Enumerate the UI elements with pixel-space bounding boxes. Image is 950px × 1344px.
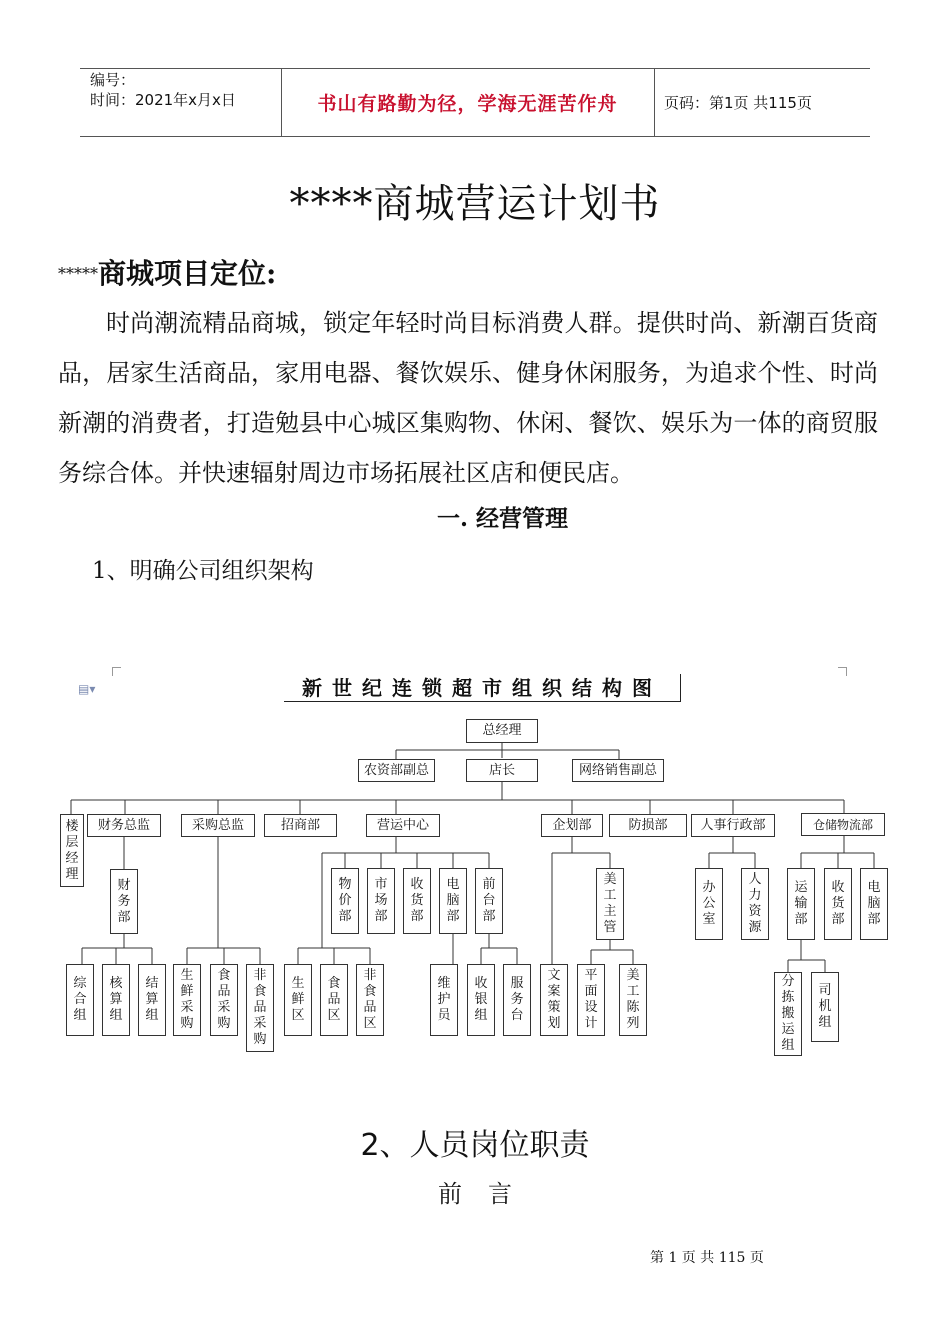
org-box-sub: 人 力 资 源 <box>741 868 769 940</box>
positioning-heading <box>58 252 276 292</box>
org-box-group: 综 合 组 <box>66 964 94 1036</box>
org-box-department: 楼 层 经 理 <box>60 814 84 887</box>
org-box-department: 人事行政部 <box>691 814 775 837</box>
org-box-department: 招商部 <box>264 814 337 837</box>
heading-text: 商城项目定位: <box>98 257 277 290</box>
org-box-group: 生 鲜 采 购 <box>173 964 201 1036</box>
header-divider <box>654 68 655 136</box>
org-box-general-manager: 总经理 <box>466 719 538 743</box>
org-box-group: 平 面 设 计 <box>577 964 605 1036</box>
section-item: 1、明确公司组织架构 <box>92 558 314 584</box>
org-box-department: 营运中心 <box>366 814 440 837</box>
org-box-sub: 收 货 部 <box>403 868 431 934</box>
org-box-group: 结 算 组 <box>138 964 166 1036</box>
org-box-sub: 电 脑 部 <box>860 868 888 940</box>
org-box-group: 服 务 台 <box>503 964 531 1036</box>
org-box-department: 仓储物流部 <box>801 813 885 836</box>
header-bottom-rule <box>80 136 870 137</box>
org-box-level2: 网络销售副总 <box>572 759 664 782</box>
org-box-group: 非 食 品 采 购 <box>246 964 274 1052</box>
crop-mark <box>112 667 121 676</box>
header-page-info: 页码：第1页 共115页 <box>664 94 812 112</box>
org-box-level2: 农资部副总 <box>358 759 435 782</box>
org-box-department: 企划部 <box>541 814 603 837</box>
org-chart-title: 新世纪连锁超市组织结构图 <box>284 674 681 702</box>
org-box-group: 分 拣 搬 运 组 <box>774 972 802 1056</box>
positioning-paragraph: 时尚潮流精品商城，锁定年轻时尚目标消费人群。提供时尚、新潮百货商品，居家生活商品，家用电器、餐饮娱乐、健身休闲服务，为追求个性、时尚新潮的消费者，打造勉县中心城区集购物、休闲、餐饮、娱乐为一体的商贸服务综合体。并快速辐射周边市场拓展社区店和便民店。 <box>58 309 878 487</box>
org-box-sub: 收 货 部 <box>824 868 852 940</box>
header-number: 编号： <box>90 71 136 89</box>
org-box-sub: 办 公 室 <box>695 868 723 940</box>
org-box-sub: 运 输 部 <box>787 868 815 940</box>
document-icon: ▤▾ <box>78 682 96 696</box>
org-box-group: 核 算 组 <box>102 964 130 1036</box>
org-box-department: 防损部 <box>609 814 687 837</box>
org-box-group: 司 机 组 <box>811 972 839 1042</box>
page-footer: 第 1 页 共 115 页 <box>650 1250 764 1266</box>
org-box-department: 采购总监 <box>181 814 255 837</box>
header-time: 时间：2021年x月x日 <box>90 91 236 109</box>
org-box-sub: 财 务 部 <box>110 869 138 934</box>
org-box-sub: 前 台 部 <box>475 868 503 934</box>
crop-mark <box>838 667 847 676</box>
org-box-group: 收 银 组 <box>467 964 495 1036</box>
org-box-sub: 美 工 主 管 <box>596 868 624 940</box>
org-box-department: 财务总监 <box>87 814 161 837</box>
org-box-group: 非 食 品 区 <box>356 964 384 1036</box>
section-heading: 一. 经营管理 <box>436 505 568 532</box>
header-motto: 书山有路勤为径，学海无涯苦作舟 <box>317 92 618 115</box>
section-heading: 2、人员岗位职责 <box>360 1128 590 1163</box>
org-box-sub: 物 价 部 <box>331 868 359 934</box>
org-box-group: 文 案 策 划 <box>540 964 568 1036</box>
org-box-level2: 店长 <box>466 759 538 782</box>
document-title: ****商城营运计划书 <box>289 181 661 227</box>
heading-stars: ***** <box>58 264 98 283</box>
preface-heading: 前言 <box>438 1180 538 1208</box>
org-box-group: 美 工 陈 列 <box>619 964 647 1036</box>
org-box-group: 维 护 员 <box>430 964 458 1036</box>
org-box-group: 生 鲜 区 <box>284 964 312 1036</box>
org-box-sub: 市 场 部 <box>367 868 395 934</box>
org-box-group: 食 品 区 <box>320 964 348 1036</box>
org-box-sub: 电 脑 部 <box>439 868 467 934</box>
org-box-group: 食 品 采 购 <box>210 964 238 1036</box>
